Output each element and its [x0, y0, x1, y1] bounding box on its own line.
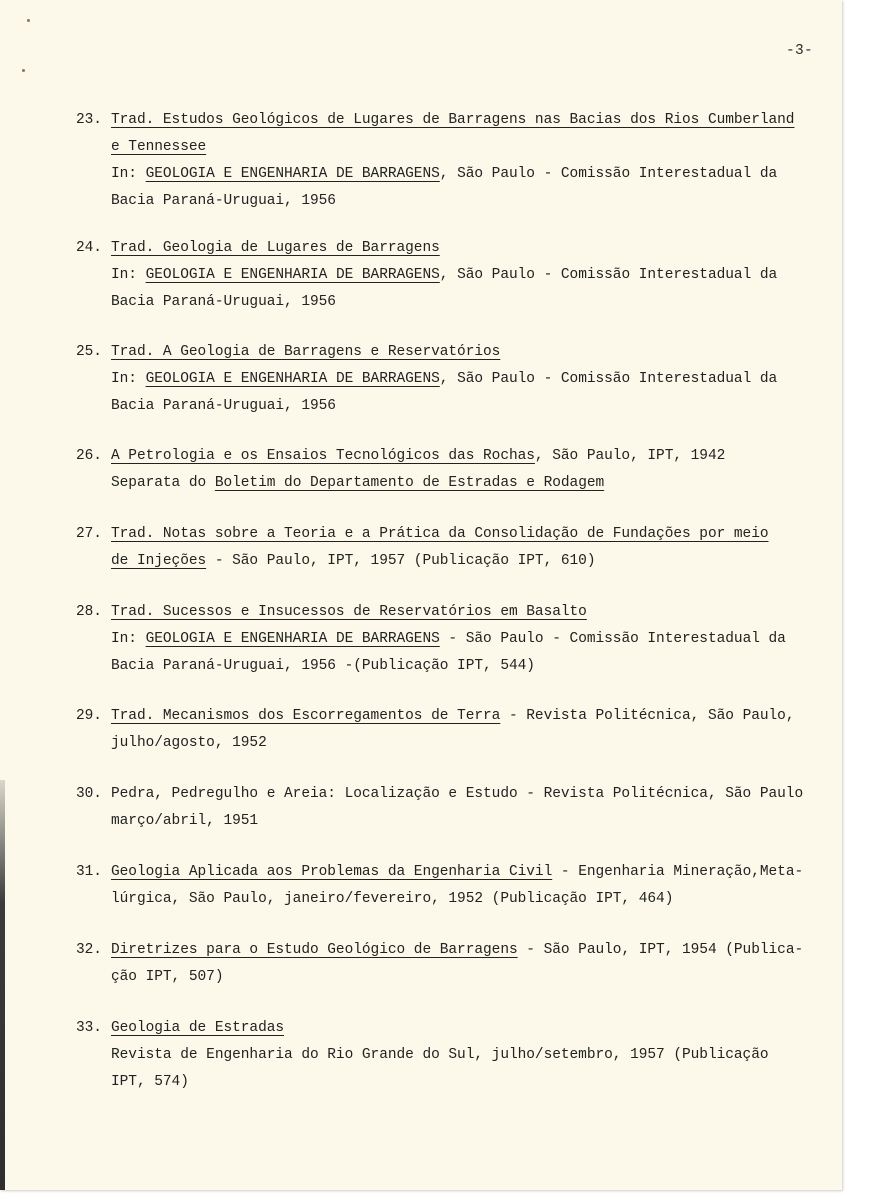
- entry-line: [111, 137, 816, 164]
- entry-text: [111, 706, 816, 760]
- entry-number: 25.: [76, 344, 102, 360]
- entry-line: [111, 191, 816, 218]
- underlined-title: Trad. A Geologia de Barragens e Reservatórios: [111, 344, 501, 360]
- entry-number: 33.: [76, 1020, 102, 1036]
- citation-text: março/abril, 1951: [111, 813, 259, 829]
- citation-text: - São Paulo, IPT, 1954 (Publica-: [517, 942, 804, 958]
- entry-number: 28.: [76, 604, 102, 620]
- entry-line: [111, 110, 816, 137]
- entry-line: [111, 1045, 816, 1072]
- entry-line: [111, 940, 816, 967]
- entry-text: [111, 784, 816, 838]
- entry-text: [111, 940, 816, 994]
- citation-text: In:: [111, 631, 146, 647]
- underlined-title: Trad. Notas sobre a Teoria e a Prática da Consolidação de Fundações por meio: [111, 526, 769, 542]
- citation-text: Separata do: [111, 475, 215, 491]
- underlined-title: Trad. Geologia de Lugares de Barragens: [111, 240, 440, 256]
- entry-line: [111, 524, 816, 551]
- entry-line: [111, 733, 816, 760]
- entry-line: [111, 551, 816, 578]
- entry-number: 32.: [76, 942, 102, 958]
- citation-text: Bacia Paraná-Uruguai, 1956: [111, 398, 336, 414]
- citation-text: julho/agosto, 1952: [111, 735, 267, 751]
- entry-number: 31.: [76, 864, 102, 880]
- entry-line: [111, 292, 816, 319]
- entry-text: [111, 446, 816, 500]
- entry-line: [111, 342, 816, 369]
- paper-speck: [22, 69, 25, 72]
- citation-text: lúrgica, São Paulo, janeiro/fevereiro, 1952 (Publicação IPT, 464): [111, 891, 674, 907]
- entry-text: [111, 110, 816, 218]
- citation-text: , São Paulo - Comissão Interestadual da: [439, 267, 778, 283]
- entry-line: [111, 446, 816, 473]
- underlined-title: Trad. Estudos Geológicos de Lugares de Barragens nas Bacias dos Rios Cumberland: [111, 112, 795, 128]
- citation-text: , São Paulo - Comissão Interestadual da: [439, 166, 778, 182]
- entry-line: [111, 967, 816, 994]
- entry-line: [111, 369, 816, 396]
- underlined-title: de Injeções: [111, 553, 207, 569]
- entry-line: [111, 784, 816, 811]
- entry-text: [111, 862, 816, 916]
- underlined-title: GEOLOGIA E ENGENHARIA DE BARRAGENS: [145, 371, 440, 387]
- entry-number: 24.: [76, 240, 102, 256]
- citation-text: Bacia Paraná-Uruguai, 1956: [111, 193, 336, 209]
- entry-line: [111, 238, 816, 265]
- entry-line: [111, 602, 816, 629]
- entry-text: [111, 602, 816, 683]
- entry-text: [111, 1018, 816, 1099]
- citation-text: Revista de Engenharia do Rio Grande do Sul, julho/setembro, 1957 (Publicação: [111, 1047, 769, 1063]
- underlined-title: GEOLOGIA E ENGENHARIA DE BARRAGENS: [145, 166, 440, 182]
- underlined-title: Geologia Aplicada aos Problemas da Engenharia Civil: [111, 864, 553, 880]
- citation-text: Pedra, Pedregulho e Areia: Localização e Estudo - Revista Politécnica, São Paulo: [111, 786, 804, 802]
- citation-text: , São Paulo - Comissão Interestadual da: [439, 371, 778, 387]
- entry-number: 26.: [76, 448, 102, 464]
- page-number: -3-: [786, 43, 814, 59]
- entry-line: [111, 811, 816, 838]
- entry-number: 29.: [76, 708, 102, 724]
- citation-text: - São Paulo - Comissão Interestadual da: [439, 631, 786, 647]
- underlined-title: GEOLOGIA E ENGENHARIA DE BARRAGENS: [145, 267, 440, 283]
- citation-text: In:: [111, 371, 146, 387]
- entry-number: 23.: [76, 112, 102, 128]
- underlined-title: A Petrologia e os Ensaios Tecnológicos das Rochas: [111, 448, 535, 464]
- entry-line: [111, 862, 816, 889]
- underlined-title: e Tennessee: [111, 139, 207, 155]
- entry-number: 30.: [76, 786, 102, 802]
- entry-line: [111, 706, 816, 733]
- entry-text: [111, 524, 816, 578]
- entry-line: [111, 164, 816, 191]
- entry-text: [111, 238, 816, 319]
- citation-text: , São Paulo, IPT, 1942: [534, 448, 726, 464]
- underlined-title: Boletim do Departamento de Estradas e Rodagem: [214, 475, 605, 491]
- scan-edge-shadow: [0, 780, 5, 1190]
- citation-text: Bacia Paraná-Uruguai, 1956: [111, 294, 336, 310]
- citation-text: ção IPT, 507): [111, 969, 224, 985]
- underlined-title: Geologia de Estradas: [111, 1020, 285, 1036]
- underlined-title: GEOLOGIA E ENGENHARIA DE BARRAGENS: [145, 631, 440, 647]
- entry-line: [111, 473, 816, 500]
- entry-line: [111, 656, 816, 683]
- citation-text: IPT, 574): [111, 1074, 189, 1090]
- citation-text: Bacia Paraná-Uruguai, 1956 -(Publicação IPT, 544): [111, 658, 535, 674]
- entry-line: [111, 396, 816, 423]
- underlined-title: Diretrizes para o Estudo Geológico de Barragens: [111, 942, 518, 958]
- entry-line: [111, 1018, 816, 1045]
- underlined-title: Trad. Mecanismos dos Escorregamentos de Terra: [111, 708, 501, 724]
- paper-speck: [27, 19, 30, 22]
- entry-line: [111, 889, 816, 916]
- entry-line: [111, 265, 816, 292]
- underlined-title: Trad. Sucessos e Insucessos de Reservatórios em Basalto: [111, 604, 587, 620]
- citation-text: In:: [111, 267, 146, 283]
- entry-text: [111, 342, 816, 423]
- entry-number: 27.: [76, 526, 102, 542]
- citation-text: - São Paulo, IPT, 1957 (Publicação IPT, 610): [206, 553, 596, 569]
- citation-text: - Engenharia Mineração,Meta-: [552, 864, 804, 880]
- citation-text: In:: [111, 166, 146, 182]
- citation-text: - Revista Politécnica, São Paulo,: [500, 708, 795, 724]
- entry-line: [111, 1072, 816, 1099]
- entry-line: [111, 629, 816, 656]
